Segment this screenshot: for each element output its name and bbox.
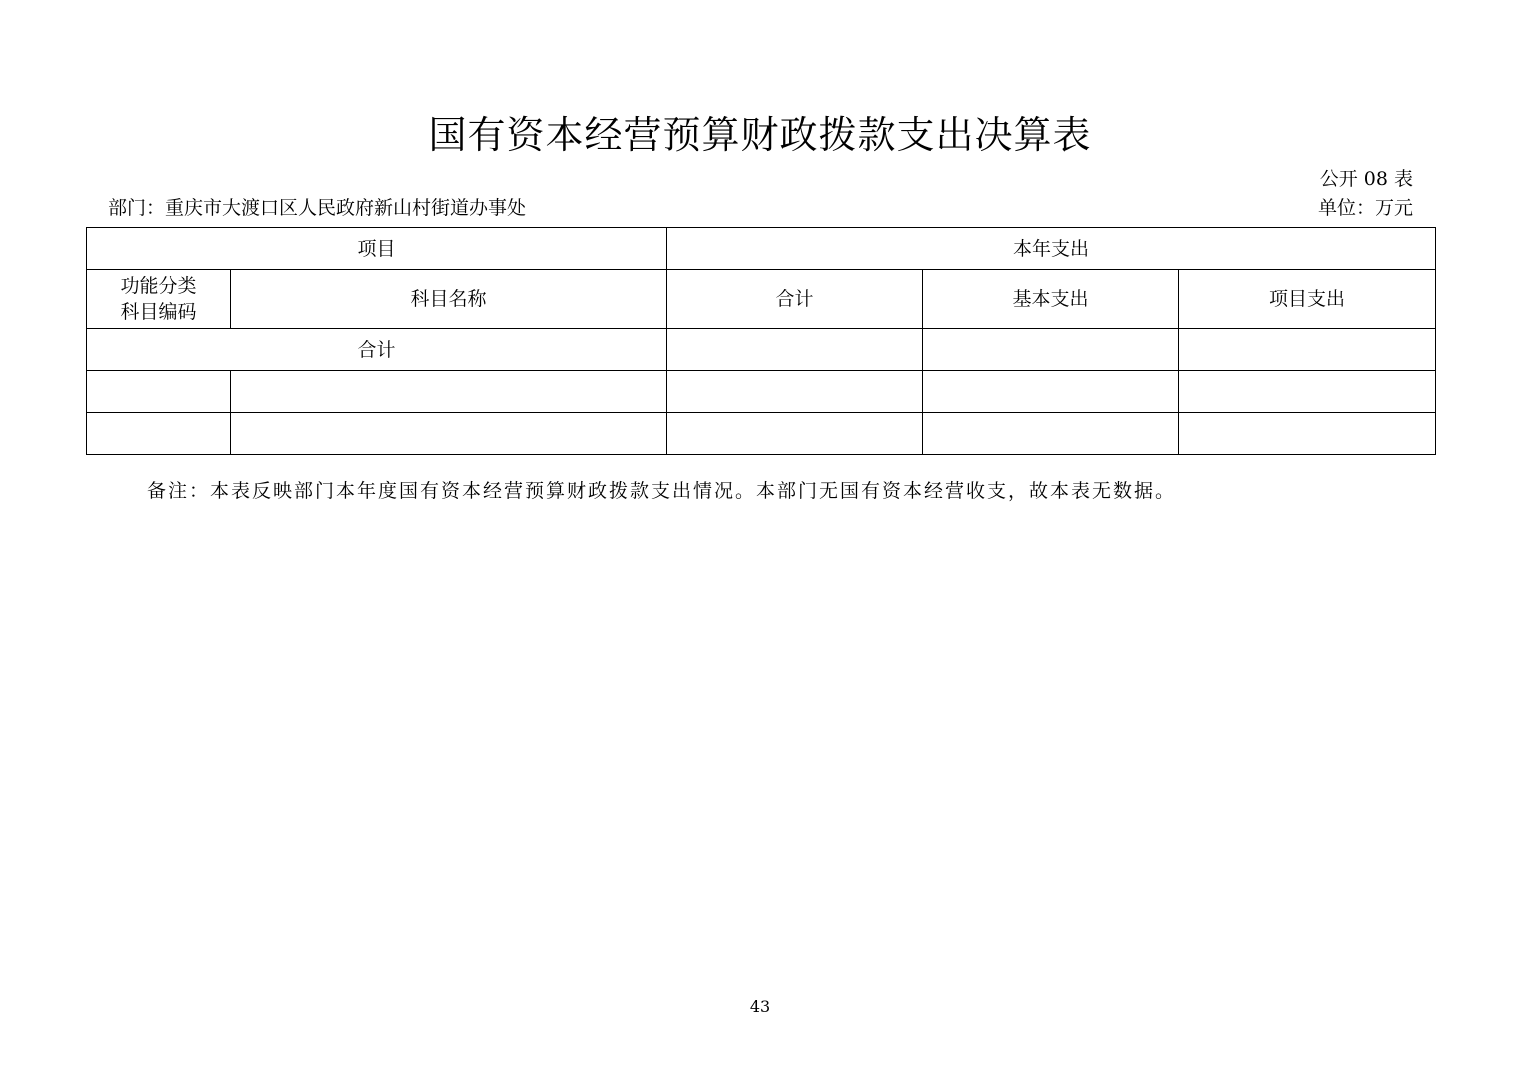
department-label: 部门：重庆市大渡口区人民政府新山村街道办事处 (108, 197, 527, 219)
row-basic (923, 371, 1179, 413)
header-code (87, 270, 231, 329)
row-total (667, 413, 923, 455)
row-code (87, 371, 231, 413)
header-code-line2: 科目编码 (120, 301, 197, 323)
page-title: 国有资本经营预算财政拨款支出决算表 (428, 113, 1092, 157)
total-row-basic (923, 329, 1179, 371)
header-name: 科目名称 (231, 270, 667, 329)
total-row-label: 合计 (87, 329, 667, 371)
row-project (1179, 371, 1436, 413)
row-project (1179, 413, 1436, 455)
row-basic (923, 413, 1179, 455)
table-row (87, 413, 1436, 455)
total-row-project (1179, 329, 1436, 371)
table-row (87, 371, 1436, 413)
form-number: 公开 08 表 (1319, 168, 1413, 190)
footnote: 备注：本表反映部门本年度国有资本经营预算财政拨款支出情况。本部门无国有资本经营收支，故本表无数据。 (147, 480, 1177, 502)
header-basic: 基本支出 (923, 270, 1179, 329)
table-subheader-row (87, 270, 1436, 329)
row-name (231, 413, 667, 455)
row-code (87, 413, 231, 455)
row-name (231, 371, 667, 413)
total-row-total (667, 329, 923, 371)
header-total: 合计 (667, 270, 923, 329)
header-code-line1: 功能分类 (120, 275, 197, 297)
total-row (87, 329, 1436, 371)
page-number: 43 (749, 997, 771, 1016)
header-project: 项目 (87, 228, 667, 270)
table-header-row (87, 228, 1436, 270)
row-total (667, 371, 923, 413)
expenditure-table (86, 227, 1436, 455)
unit-label: 单位：万元 (1317, 197, 1413, 219)
header-expense: 本年支出 (667, 228, 1436, 270)
header-project-expense: 项目支出 (1179, 270, 1436, 329)
